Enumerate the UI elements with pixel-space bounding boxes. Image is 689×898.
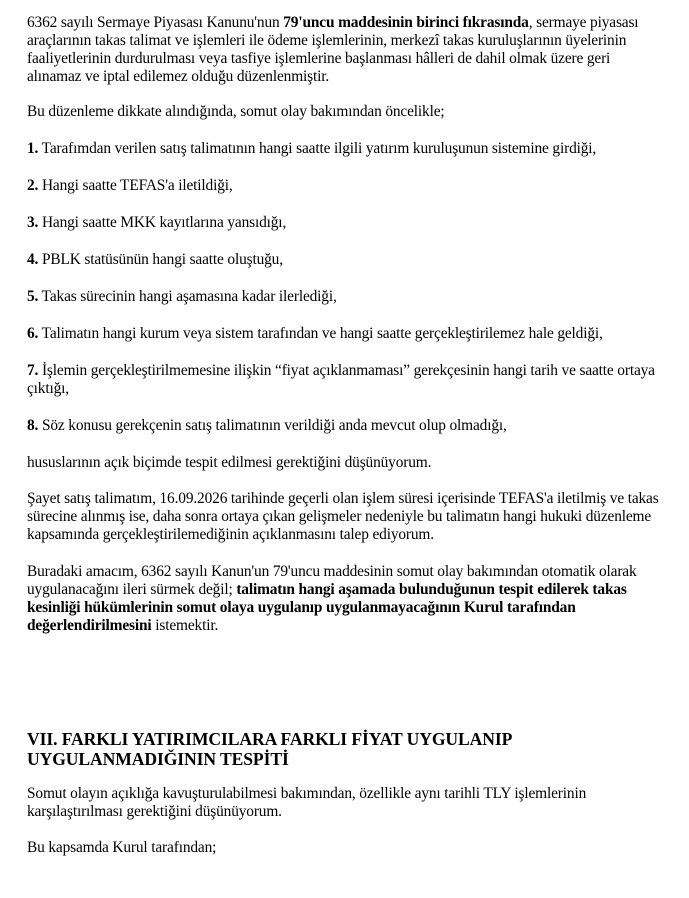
list-item-text: Hangi saatte MKK kayıtlarına yansıdığı, [38, 214, 287, 231]
section-paragraph: Bu kapsamda Kurul tarafından; [27, 839, 217, 856]
lead-paragraph: Bu düzenleme dikkate alındığında, somut olay bakımından öncelikle; [27, 103, 445, 120]
list-item-number: 7. [27, 362, 39, 379]
list-item-number: 8. [27, 417, 39, 434]
list-item-text: Hangi saatte TEFAS'a iletildiği, [38, 177, 233, 194]
intro-text-1: 6362 sayılı Sermaye Piyasası Kanunu'nun [27, 14, 284, 31]
list-item [27, 288, 661, 306]
list-item-number: 6. [27, 325, 39, 342]
list-item-text: Söz konusu gerekçenin satış talimatının verildiği anda mevcut olup olmadığı, [38, 417, 507, 434]
list-item [27, 362, 661, 398]
section-paragraph: Somut olayın açıklığa kavuşturulabilmesi bakımından, özellikle aynı tarihli TLY işlemlerinin karşılaştırılması gerektiğini düşünüyorum. [27, 785, 587, 820]
list-item-text: İşlemin gerçekleştirilmemesine ilişkin “fiyat açıklanmaması” gerekçesinin hangi tarih ve saatte ortaya çıktığı, [27, 362, 655, 397]
list-item [27, 325, 661, 343]
document-page [27, 14, 661, 857]
list-item-text: Talimatın hangi kurum veya sistem tarafından ve hangi saatte gerçekleştirilemez hale geldiği, [38, 325, 603, 342]
list-item-number: 1. [27, 140, 39, 157]
list-item [27, 177, 661, 195]
list-item [27, 214, 661, 232]
list-item-number: 5. [27, 288, 39, 305]
list-item-text: Takas sürecinin hangi aşamasına kadar ilerlediği, [38, 288, 337, 305]
intro-bold-reference: 79'uncu maddesinin birinci fıkrasında [283, 14, 529, 31]
purpose-text-2: istemektir. [151, 617, 219, 634]
request-paragraph: Şayet satış talimatım, 16.09.2026 tarihinde geçerli olan işlem süresi içerisinde TEFAS'a iletilmiş ve takas sürecine alınmış ise, daha sonra ortaya çıkan gelişmeler nedeniyle bu talimatın hangi hukuki düzenleme kapsamında gerçekleştirilemediğinin açıklanmasını talep ediyorum. [27, 490, 659, 543]
closing-paragraph: hususlarının açık biçimde tespit edilmesi gerektiğini düşünüyorum. [27, 454, 432, 471]
list-item [27, 417, 661, 435]
intro-paragraph [27, 14, 661, 86]
list-item-number: 3. [27, 214, 39, 231]
list-item-number: 4. [27, 251, 39, 268]
intro-text-2: , sermaye piyasası araçlarının takas talimat ve işlemleri ile ödeme işlemlerinin, merkezî takas kuruluşlarının üyelerinin faaliyetlerinin durdurulması veya tasfiye işlemlerine başlanması hâlleri de dahil olmak üzere geri alınamaz ve iptal edilemez olduğu düzenlenmiştir. [27, 14, 639, 85]
section-heading: VII. FARKLI YATIRIMCILARA FARKLI FİYAT UYGULANIP UYGULANMADIĞININ TESPİTİ [27, 729, 512, 769]
list-item-text: PBLK statüsünün hangi saatte oluştuğu, [38, 251, 283, 268]
purpose-bold-text: talimatın hangi aşamada bulunduğunun tespit edilerek takas kesinliği hükümlerinin somut olaya uygulanıp uygulanmayacağının Kurul tarafından değerlendirilmesini [27, 581, 627, 634]
list-item-number: 2. [27, 177, 39, 194]
list-item [27, 251, 661, 269]
list-item [27, 140, 661, 158]
purpose-paragraph [27, 563, 661, 635]
list-item-text: Tarafımdan verilen satış talimatının hangi saatte ilgili yatırım kuruluşunun sistemine girdiği, [38, 140, 597, 157]
purpose-text-1: Buradaki amacım, 6362 sayılı Kanun'un 79'uncu maddesinin somut olay bakımından otomatik olarak uygulanacağını ileri sürmek değil; [27, 563, 637, 598]
